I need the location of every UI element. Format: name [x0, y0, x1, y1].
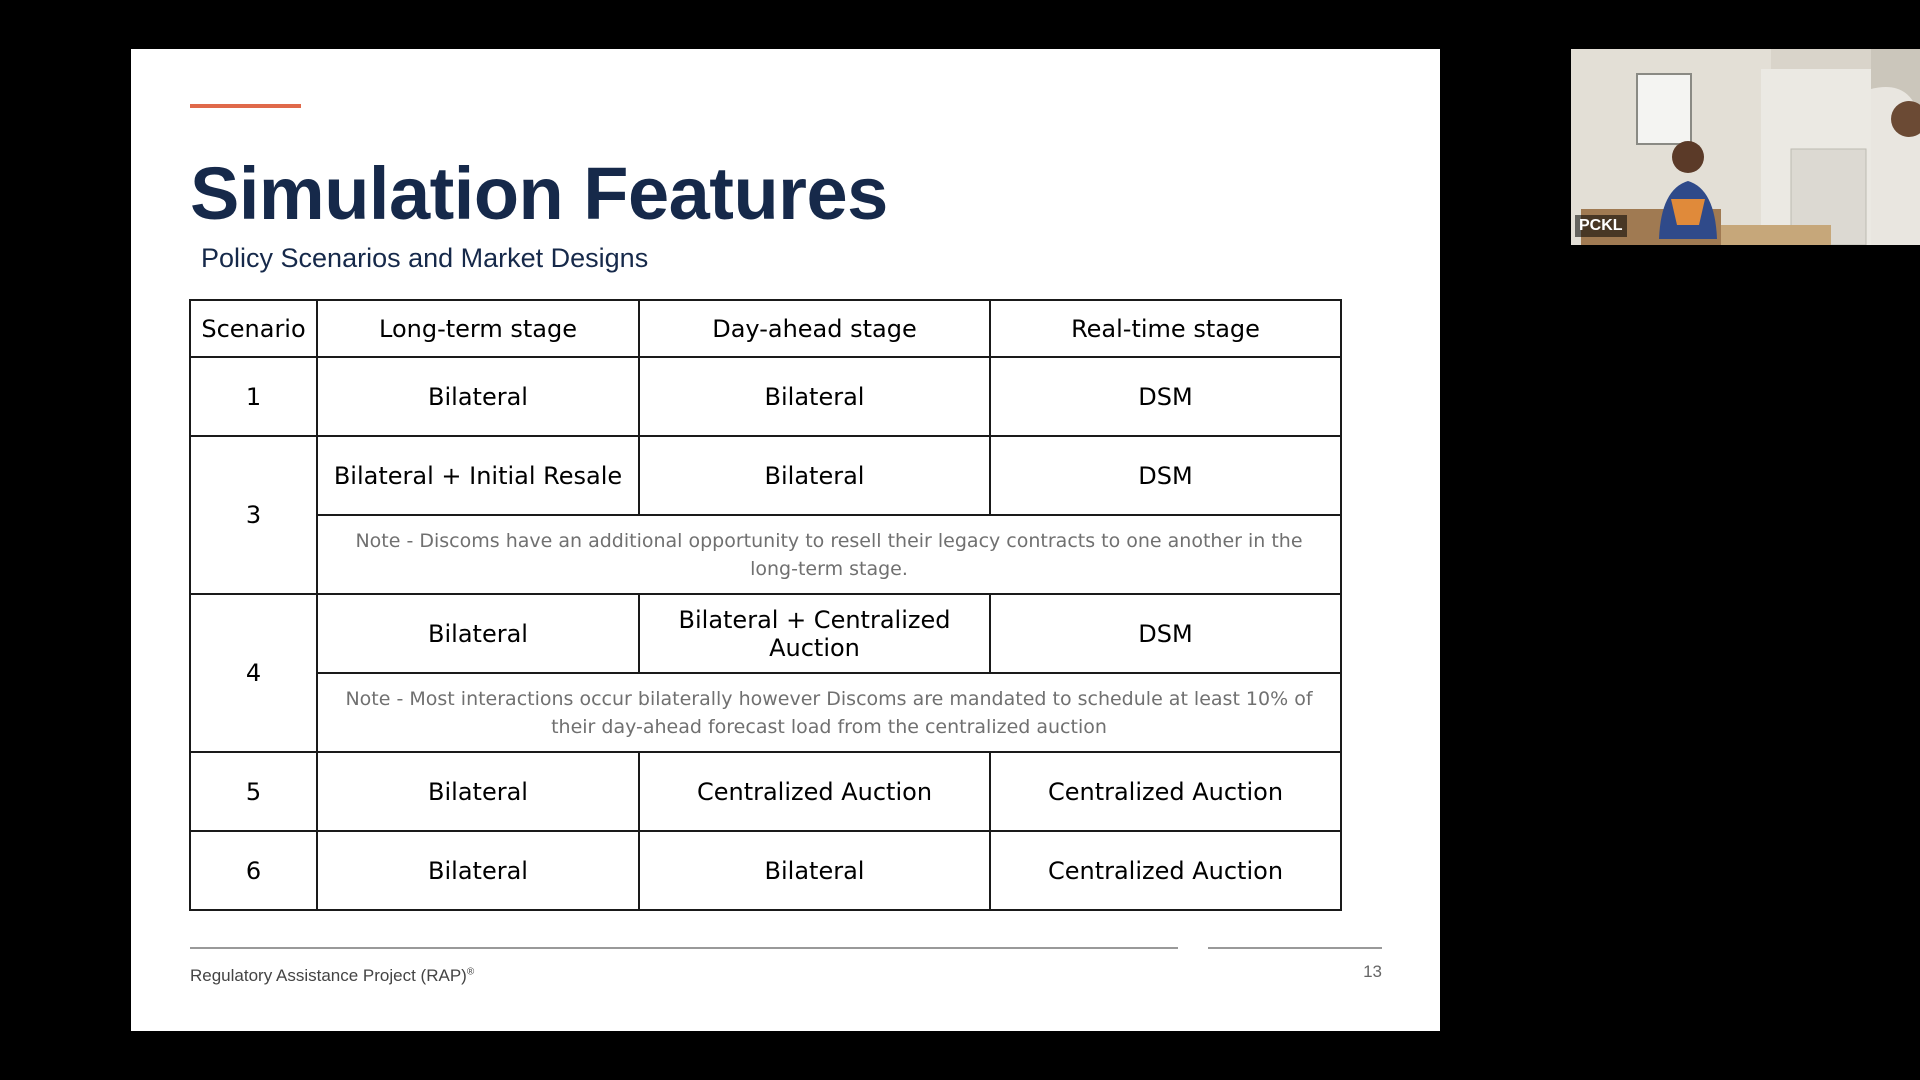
day-ahead-cell: Centralized Auction	[639, 752, 990, 831]
real-time-cell: DSM	[990, 436, 1341, 515]
presentation-slide	[131, 49, 1440, 1031]
page-number: 13	[1363, 962, 1382, 981]
column-header: Long-term stage	[317, 300, 639, 357]
scenario-cell: 6	[190, 831, 317, 910]
day-ahead-cell: Bilateral + Centralized Auction	[639, 594, 990, 673]
real-time-cell: Centralized Auction	[990, 831, 1341, 910]
table-row	[190, 752, 1341, 831]
footer-text: Regulatory Assistance Project (RAP)	[190, 966, 467, 985]
table-row	[190, 831, 1341, 910]
scenarios-table	[189, 299, 1342, 911]
day-ahead-cell: Bilateral	[639, 831, 990, 910]
footer-divider	[1208, 947, 1382, 949]
scenario-cell: 5	[190, 752, 317, 831]
long-term-cell: Bilateral	[317, 357, 639, 436]
table-row	[190, 357, 1341, 436]
registered-mark: ®	[466, 966, 475, 978]
table-row	[190, 594, 1341, 673]
long-term-cell: Bilateral	[317, 831, 639, 910]
long-term-cell: Bilateral + Initial Resale	[317, 436, 639, 515]
scenario-cell: 3	[190, 436, 317, 594]
slide-title: Simulation Features	[190, 152, 888, 235]
scenario-note: Note - Discoms have an additional opportunity to resell their legacy contracts to one another in the long-term stage.	[317, 515, 1341, 594]
footer-divider	[190, 947, 1178, 949]
table-header-row	[190, 300, 1341, 357]
day-ahead-cell: Bilateral	[639, 436, 990, 515]
slide-footer	[190, 966, 474, 986]
participant-video-tile[interactable]	[1571, 49, 1920, 245]
day-ahead-cell: Bilateral	[639, 357, 990, 436]
slide-subtitle: Policy Scenarios and Market Designs	[201, 243, 649, 273]
long-term-cell: Bilateral	[317, 752, 639, 831]
scenario-cell: 1	[190, 357, 317, 436]
table-note-row	[190, 515, 1341, 594]
table-note-row	[190, 673, 1341, 752]
title-accent-line	[190, 104, 301, 108]
scenario-cell: 4	[190, 594, 317, 752]
real-time-cell: DSM	[990, 594, 1341, 673]
participant-name-label: PCKL	[1575, 215, 1627, 237]
scenario-note: Note - Most interactions occur bilaterally however Discoms are mandated to schedule at least 10% of their day-ahead forecast load from the centralized auction	[317, 673, 1341, 752]
real-time-cell: DSM	[990, 357, 1341, 436]
long-term-cell: Bilateral	[317, 594, 639, 673]
real-time-cell: Centralized Auction	[990, 752, 1341, 831]
column-header: Day-ahead stage	[639, 300, 990, 357]
column-header: Real-time stage	[990, 300, 1341, 357]
table-row	[190, 436, 1341, 515]
column-header: Scenario	[190, 300, 317, 357]
